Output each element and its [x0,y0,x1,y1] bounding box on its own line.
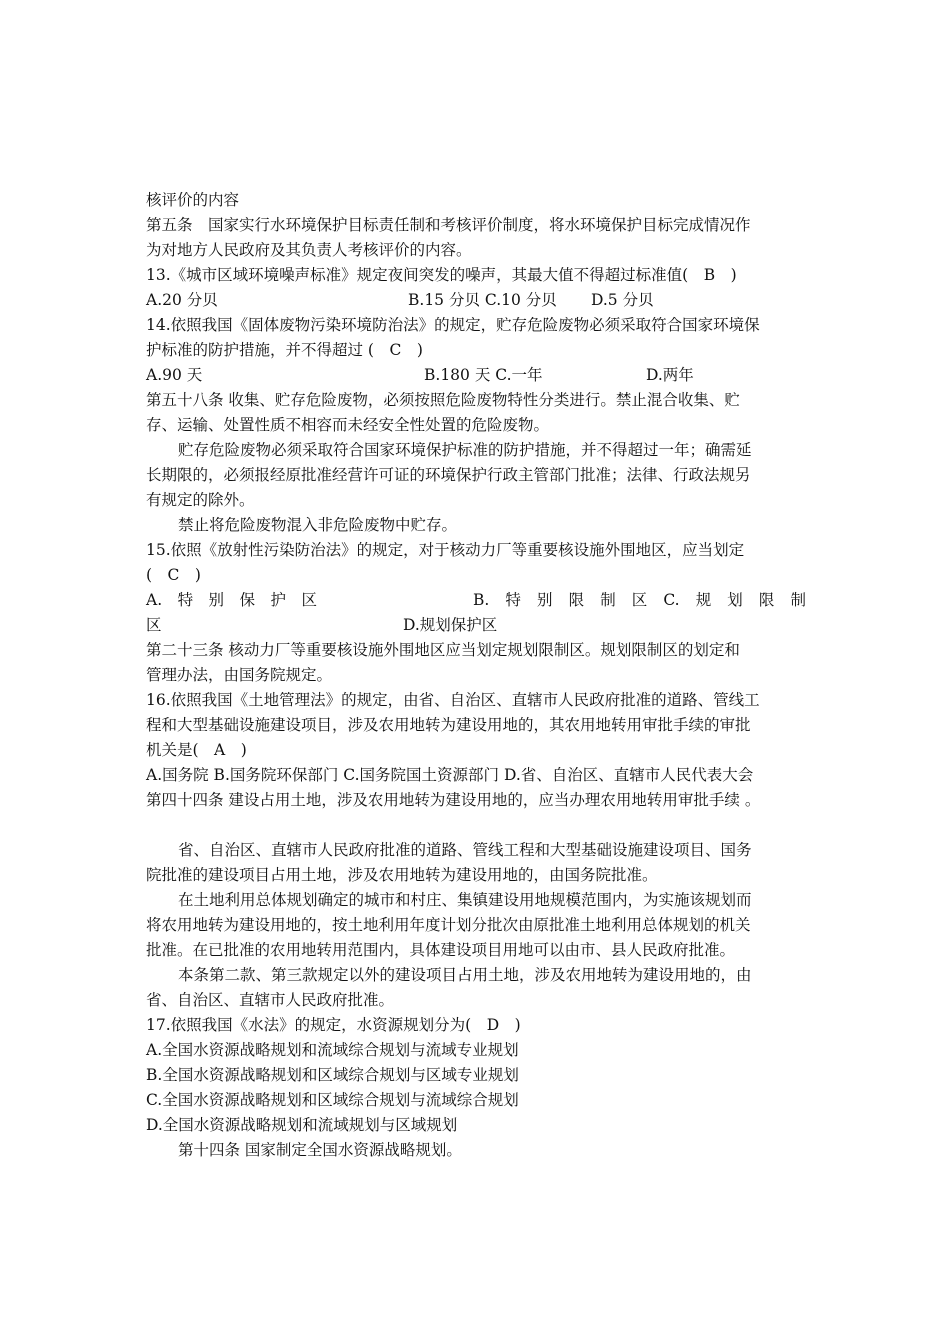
text-line: 有规定的除外。 [146,491,255,509]
q14-options [146,363,806,388]
q13-option-a: A.20 分贝 [146,291,218,309]
q14-option-bc: B.180 天 C.一年 [424,366,543,384]
text-line: 禁止将危险废物混入非危险废物中贮存。 [178,516,458,534]
text-line: 将农用地转为建设用地的，按土地利用年度计划分批次由原批准土地利用总体规划的机关 [146,916,751,934]
q16-options: A.国务院 B.国务院环保部门 C.国务院国土资源部门 D.省、自治区、直辖市人民代表大会 [146,766,754,784]
question-13: 13.《城市区域环境噪声标准》规定夜间突发的噪声，其最大值不得超过标准值( B ) [146,266,737,284]
question-17: 17.依照我国《水法》的规定，水资源规划分为( D ) [146,1016,521,1034]
text-line: 核评价的内容 [146,191,240,209]
question-14: 14.依照我国《固体废物污染环境防治法》的规定，贮存危险废物必须采取符合国家环境保 [146,316,760,334]
q15-options-row1 [146,588,806,613]
q15-options-row2 [146,613,806,638]
q15-option-d: D.规划保护区 [403,616,498,634]
text-line: 第四十四条 建设占用土地，涉及农用地转为建设用地的，应当办理农用地转用审批手续 。 [146,791,761,809]
text-line: 贮存危险废物必须采取符合国家环境保护标准的防护措施，并不得超过一年；确需延 [178,441,752,459]
q14-option-d: D.两年 [646,366,694,384]
q13-option-bc: B.15 分贝 C.10 分贝 [408,291,557,309]
text-line: 院批准的建设项目占用土地，涉及农用地转为建设用地的，由国务院批准。 [146,866,658,884]
text-line: 第五十八条 收集、贮存危险废物，必须按照危险废物特性分类进行。禁止混合收集、贮 [146,391,740,409]
text-line: 第十四条 国家制定全国水资源战略规划。 [178,1141,462,1159]
q15-option-bc: B. 特 别 限 制 区 C. 规 划 限 制 [473,591,806,609]
text-line: ( C ) [146,566,201,584]
q15-option-c-end: 区 [146,616,162,634]
text-line: 省、自治区、直辖市人民政府批准的道路、管线工程和大型基础设施建设项目、国务 [178,841,752,859]
text-line: 管理办法，由国务院规定。 [146,666,333,684]
text-line: 为对地方人民政府及其负责人考核评价的内容。 [146,241,472,259]
text-line: 长期限的，必须报经原批准经营许可证的环境保护行政主管部门批准；法律、行政法规另 [146,466,751,484]
q14-option-a: A.90 天 [146,366,203,384]
text-line: 机关是( A ) [146,741,247,759]
q17-option-c: C.全国水资源战略规划和区域综合规划与流域综合规划 [146,1091,519,1109]
text-line: 批准。在已批准的农用地转用范围内，具体建设项目用地可以由市、县人民政府批准。 [146,941,736,959]
text-line: 护标准的防护措施，并不得超过 ( C ) [146,341,423,359]
text-line: 在土地利用总体规划确定的城市和村庄、集镇建设用地规模范围内，为实施该规划而 [178,891,752,909]
text-line: 存、运输、处置性质不相容而未经安全性处置的危险废物。 [146,416,550,434]
q13-option-d: D.5 分贝 [591,291,654,309]
question-15: 15.依照《放射性污染防治法》的规定，对于核动力厂等重要核设施外围地区，应当划定 [146,541,745,559]
text-line: 第二十三条 核动力厂等重要核设施外围地区应当划定规划限制区。规划限制区的划定和 [146,641,740,659]
q13-options [146,288,806,313]
text-line: 第五条 国家实行水环境保护目标责任制和考核评价制度，将水环境保护目标完成情况作 [146,216,751,234]
q17-option-d: D.全国水资源战略规划和流域规划与区域规划 [146,1116,458,1134]
q17-option-a: A.全国水资源战略规划和流域综合规划与流域专业规划 [146,1041,519,1059]
q15-option-a: A. 特 别 保 护 区 [146,591,317,609]
text-line: 本条第二款、第三款规定以外的建设项目占用土地，涉及农用地转为建设用地的，由 [178,966,752,984]
q17-option-b: B.全国水资源战略规划和区域综合规划与区域专业规划 [146,1066,519,1084]
question-16: 16.依照我国《土地管理法》的规定，由省、自治区、直辖市人民政府批准的道路、管线工 [146,691,760,709]
text-line: 程和大型基础设施建设项目，涉及农用地转为建设用地的，其农用地转用审批手续的审批 [146,716,751,734]
text-line: 省、自治区、直辖市人民政府批准。 [146,991,395,1009]
